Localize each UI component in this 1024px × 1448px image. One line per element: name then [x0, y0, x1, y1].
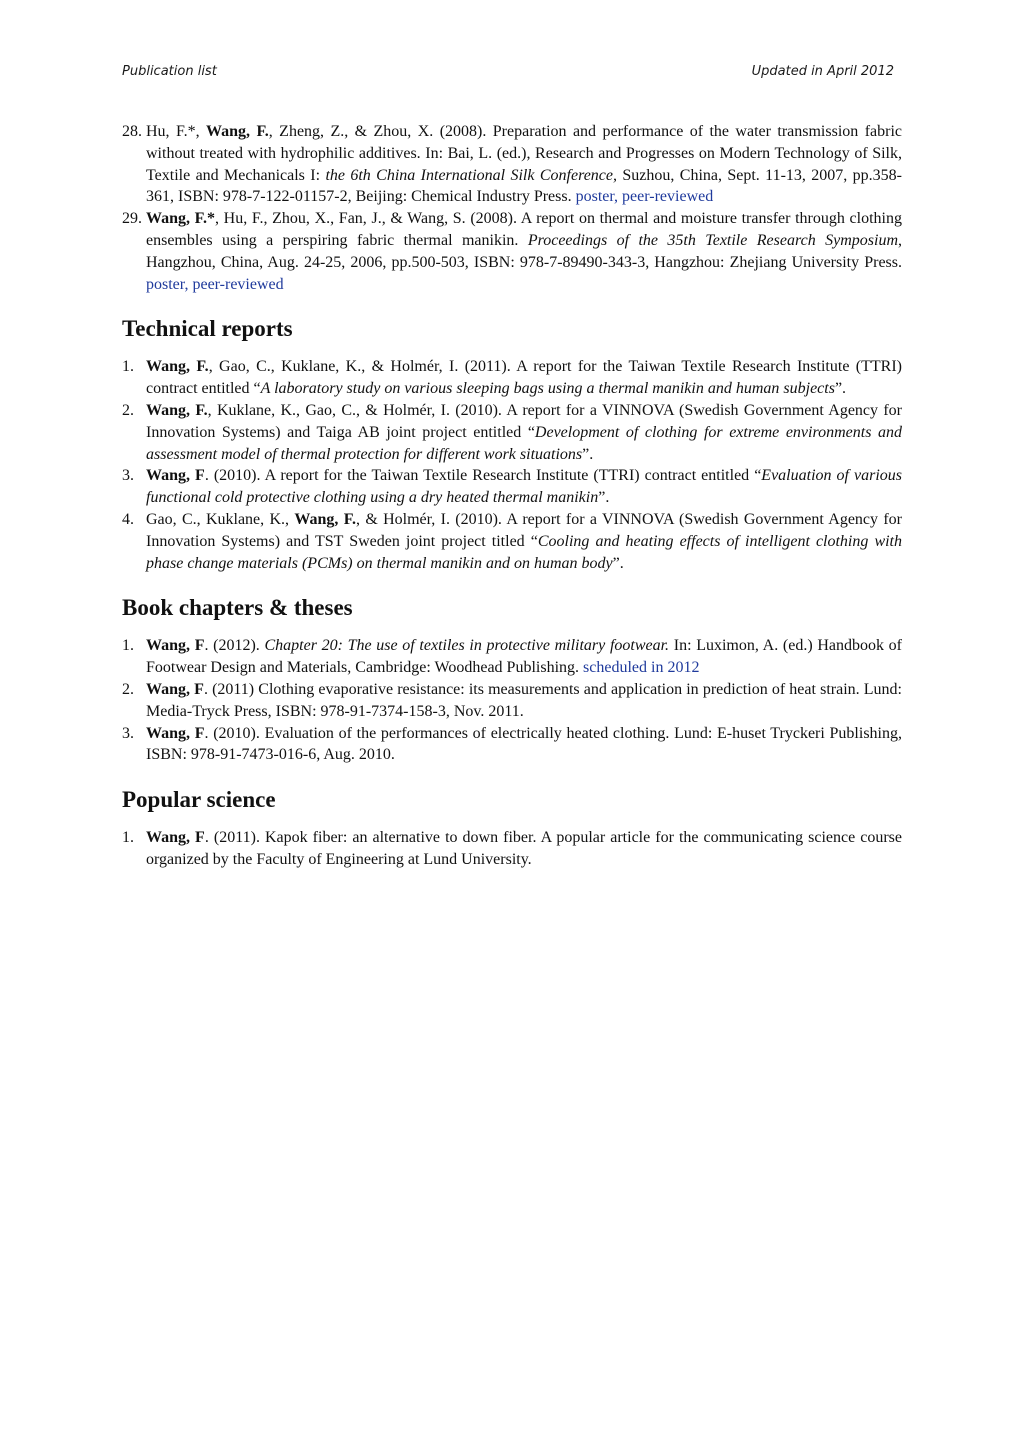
- entry-text-segment: . (2011). Kapok fiber: an alternative to down fiber. A popular article for the communicating science course organized by the Faculty of Engineering at Lund University.: [146, 829, 902, 868]
- entry-text-segment: Hu, F.*,: [146, 123, 207, 140]
- entry-number: 3.: [122, 467, 134, 485]
- entry-text: [146, 635, 902, 679]
- entry-text-segment: , Kuklane, K., Gao, C., & Holmér, I. (2010). A report for a VINNOVA (Swedish Government Agency for Innovation Systems) and Taiga AB joint project entitled “: [146, 401, 902, 441]
- entry-text-segment: , Zheng, Z., & Zhou, X. (2008). Preparation and performance of the water transmission fabric without treated with hydrophilic additives. In: Bai, L. (ed.), Research and Progresses on Modern Technology of Silk, Textile and Mechanicals I:: [146, 123, 903, 184]
- entry-text-segment: , Gao, C., Kuklane, K., & Holmér, I. (2011). A report for the Taiwan Textile Research Institute (TTRI) contract entitled “: [146, 358, 902, 398]
- author-name-bold: Wang, F: [146, 637, 205, 655]
- title-italic: Proceedings of the 35th Textile Research Symposium: [527, 231, 899, 249]
- entry-number: 29.: [122, 210, 142, 228]
- publication-entry: [122, 208, 902, 295]
- status-note: poster, peer-reviewed: [146, 275, 284, 293]
- entry-text: [146, 465, 902, 509]
- entry-text: [146, 679, 902, 723]
- author-name-bold: Wang, F.: [206, 123, 269, 140]
- publication-entry: [122, 121, 902, 208]
- entry-number: 28.: [122, 123, 142, 140]
- entry-number: 1.: [122, 829, 134, 847]
- author-name-bold: Wang, F.*: [146, 210, 215, 228]
- conference-list: [122, 121, 902, 295]
- entry-text-segment: ”.: [612, 554, 624, 572]
- section-list: [122, 356, 902, 574]
- publication-entry: [122, 356, 902, 400]
- publication-content: [122, 121, 902, 871]
- entry-text: [146, 356, 902, 400]
- author-name-bold: Wang, F.: [146, 358, 209, 376]
- running-header: [122, 64, 894, 79]
- publication-entry: [122, 723, 902, 767]
- publication-entry: [122, 679, 902, 723]
- publication-entry: [122, 509, 902, 574]
- title-italic: the 6th China International Silk Conference,: [325, 166, 618, 184]
- entry-text-segment: . (2012).: [204, 637, 265, 655]
- entry-text-segment: Gao, C., Kuklane, K.,: [146, 510, 295, 528]
- section-heading: Book chapters & theses: [122, 595, 353, 621]
- status-note: poster, peer-reviewed: [575, 188, 714, 206]
- entry-number: 1.: [122, 637, 134, 655]
- entry-number: 2.: [122, 401, 134, 419]
- publication-entry: [122, 465, 902, 509]
- entry-text-segment: Suzhou, China, Sept. 11-13, 2007, pp.358-361, ISBN: 978-7-122-01157-2, Beijing: Chemical Industry Press.: [146, 166, 902, 206]
- entry-text: [146, 509, 902, 574]
- entry-text: [146, 121, 902, 208]
- status-note: scheduled in 2012: [583, 659, 700, 677]
- entry-text: [146, 208, 902, 295]
- header-update-date: Updated in April 2012: [751, 64, 894, 79]
- entry-text: [146, 400, 902, 465]
- entry-text-segment: . (2011) Clothing evaporative resistance: its measurements and application in prediction of heat strain. Lund: Media-Tryck Press, ISBN: 978-91-7374-158-3, Nov. 2011.: [146, 680, 902, 720]
- publication-entry: [122, 827, 902, 871]
- entry-number: 4.: [122, 510, 134, 528]
- author-name-bold: Wang, F.: [294, 510, 356, 528]
- author-name-bold: Wang, F: [146, 680, 204, 698]
- entry-text-segment: ”.: [582, 445, 594, 463]
- section-heading: Technical reports: [122, 316, 293, 342]
- sections-container: [122, 315, 902, 870]
- author-name-bold: Wang, F: [146, 829, 205, 847]
- entry-text: [146, 827, 902, 871]
- title-italic: A laboratory study on various sleeping bags using a thermal manikin and human subjects: [260, 380, 835, 398]
- title-italic: Cooling and heating effects of intelligent clothing with phase change materials (PCMs) on thermal manikin and on human body: [146, 532, 903, 572]
- entry-text: [146, 723, 902, 767]
- section-heading: Popular science: [122, 787, 276, 813]
- title-italic: Chapter 20: The use of textiles in protective military footwear.: [264, 637, 670, 655]
- entry-text-segment: , Hangzhou, China, Aug. 24-25, 2006, pp.500-503, ISBN: 978-7-89490-343-3, Hangzhou: Zhejiang University Press.: [146, 231, 903, 271]
- header-left-title: Publication list: [122, 64, 217, 79]
- entry-text-segment: . (2010). A report for the Taiwan Textile Research Institute (TTRI) contract entitled “: [204, 467, 762, 485]
- entry-text-segment: ”.: [834, 380, 847, 398]
- title-italic: Development of clothing for extreme environments and assessment model of thermal protection for different work situations: [146, 423, 902, 463]
- publication-entry: [122, 400, 902, 465]
- entry-text-segment: , & Holmér, I. (2010). A report for a VINNOVA (Swedish Government Agency for Innovation Systems) and TST Sweden joint project titled “: [146, 510, 902, 550]
- section-list: [122, 635, 902, 766]
- title-italic: Evaluation of various functional cold protective clothing using a dry heated thermal manikin: [146, 467, 902, 507]
- entry-text-segment: In: Luximon, A. (ed.) Handbook of Footwear Design and Materials, Cambridge: Woodhead Publishing.: [146, 637, 902, 677]
- entry-number: 2.: [122, 680, 134, 698]
- entry-number: 1.: [122, 358, 134, 376]
- entry-text-segment: . (2010). Evaluation of the performances of electrically heated clothing. Lund: E-huset Tryckeri Publishing, ISBN: 978-91-7473-016-6, Aug. 2010.: [146, 724, 902, 764]
- author-name-bold: Wang, F.: [146, 401, 208, 419]
- entry-number: 3.: [122, 724, 134, 742]
- section-list: [122, 827, 902, 871]
- entry-text-segment: , Hu, F., Zhou, X., Fan, J., & Wang, S. (2008). A report on thermal and moisture transfer through clothing ensembles using a perspiring fabric thermal manikin.: [146, 210, 902, 249]
- entry-text-segment: ”.: [598, 489, 610, 507]
- author-name-bold: Wang, F: [146, 467, 205, 485]
- author-name-bold: Wang, F: [146, 724, 205, 742]
- publication-entry: [122, 635, 902, 679]
